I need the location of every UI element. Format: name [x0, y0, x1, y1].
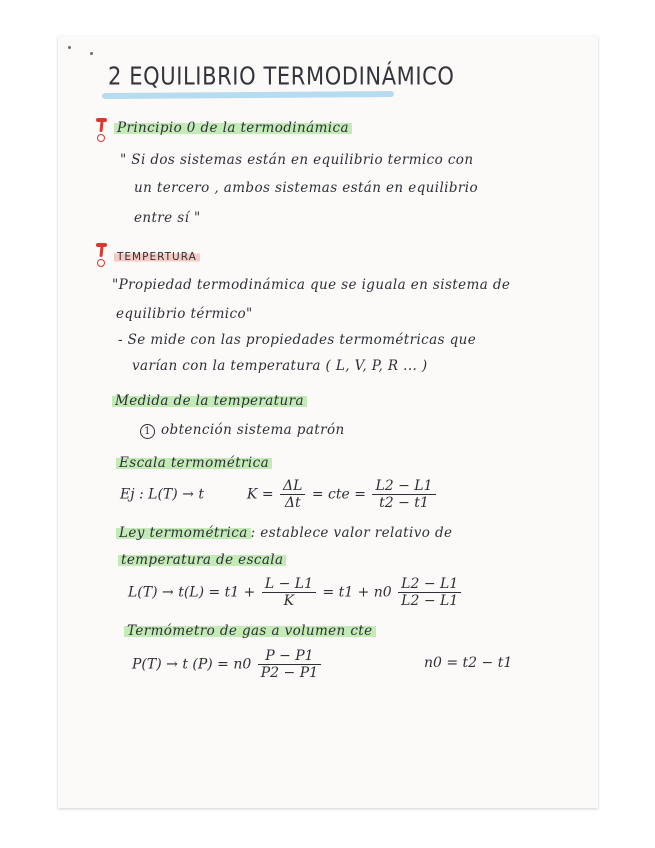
n0-definition: n0 = t2 − t1	[424, 655, 513, 671]
law-equation: L(T) → t(L) = t1 + $\frac{L - L1}{K}$ = t1 + n0 $\frac{L2 - L1}{L2 - L1}$	[128, 576, 463, 609]
scale-equation: Ej : L(T) → t K = $\frac{\Delta L}{\Delta t}$ = cte = $\frac{L2 - L1}{t2 - t1}$	[120, 478, 438, 511]
temperature-heading: TEMPERTURA	[114, 251, 200, 263]
page-title: 2 EQUILIBRIO TERMODINÁMICO	[108, 62, 455, 91]
law-heading: Ley termométrica	[116, 525, 251, 541]
measurement-item: 1 obtención sistema patrón	[140, 422, 345, 439]
principle-heading: Principio 0 de la termodinámica	[114, 120, 352, 136]
item-number-circle: 1	[140, 424, 155, 439]
gas-thermometer-heading: Termómetro de gas a volumen cte	[124, 623, 376, 639]
paper-speck	[90, 52, 93, 55]
law-fraction: $\frac{L - L1}{K}$	[262, 576, 316, 609]
temperature-definition-line-1: "Propiedad termodinámica que se iguala en sistema de	[112, 277, 511, 293]
temperature-note-line-2: varían con la temperatura ( L, V, P, R ... )	[132, 358, 428, 374]
exclamation-icon	[96, 118, 110, 140]
law-fraction-2: $\frac{L2 - L1}{L2 - L1}$	[398, 576, 461, 609]
k-fraction-2: $\frac{L2 - L1}{t2 - t1}$	[372, 478, 435, 511]
measurement-heading: Medida de la temperatura	[112, 393, 307, 409]
temperature-note-line-1: - Se mide con las propiedades termométricas que	[118, 332, 477, 348]
scale-heading: Escala termométrica	[116, 455, 272, 471]
law-line-2: temperatura de escala	[118, 552, 286, 568]
principle-quote-line-2: un tercero , ambos sistemas están en equilibrio	[134, 180, 479, 196]
temperature-definition-line-2: equilibrio térmico"	[116, 306, 253, 322]
exclamation-icon	[96, 243, 110, 265]
principle-quote-line-3: entre sí "	[134, 210, 201, 226]
gas-fraction: $\frac{P - P1}{P2 - P1}$	[258, 648, 321, 681]
k-fraction: $\frac{\Delta L}{\Delta t}$	[280, 478, 305, 511]
paper-speck	[68, 46, 71, 49]
principle-quote-line-1: " Si dos sistemas están en equilibrio termico con	[120, 152, 474, 168]
law-line-1: Ley termométrica : establece valor relativo de	[116, 525, 452, 541]
gas-equation: P(T) → t (P) = n0 $\frac{P - P1}{P2 - P1}$	[132, 648, 323, 681]
